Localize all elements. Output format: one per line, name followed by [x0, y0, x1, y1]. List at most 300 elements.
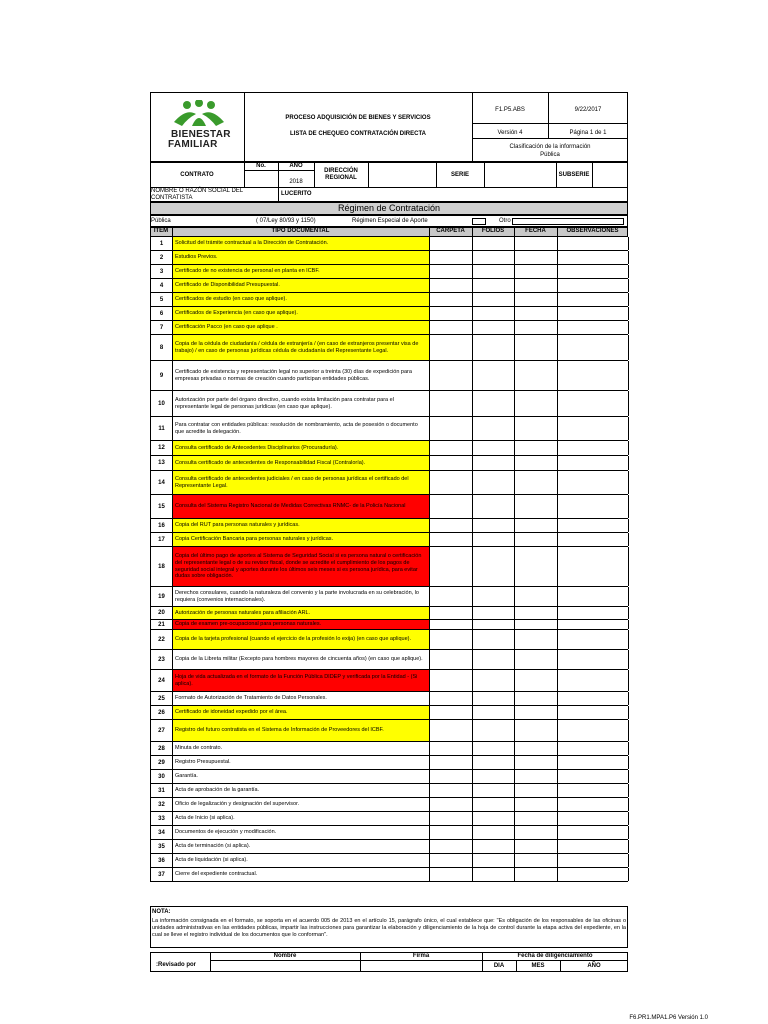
document-type: Garantía.: [173, 770, 430, 783]
carpeta-cell[interactable]: [430, 293, 473, 306]
fecha-cell[interactable]: [515, 650, 558, 669]
observaciones-cell[interactable]: [558, 547, 629, 586]
carpeta-cell[interactable]: [430, 417, 473, 440]
document-type: Certificados de estudio (en caso que aplique).: [173, 293, 430, 306]
observaciones-cell[interactable]: [558, 335, 629, 360]
fecha-cell[interactable]: [515, 620, 558, 629]
fecha-cell[interactable]: [515, 547, 558, 586]
checklist-row: [150, 630, 628, 650]
fecha-cell[interactable]: [515, 607, 558, 619]
fecha-cell[interactable]: [515, 533, 558, 546]
fecha-cell[interactable]: [515, 706, 558, 719]
fecha-cell[interactable]: [515, 471, 558, 494]
classification-value: Pública: [540, 152, 560, 158]
item-number: 3: [151, 265, 173, 278]
document-type: Certificado de no existencia de personal en planta en ICBF.: [173, 265, 430, 278]
review-anio: AÑO: [587, 963, 601, 969]
fecha-cell[interactable]: [515, 456, 558, 470]
checklist-row: [150, 237, 628, 251]
fecha-cell[interactable]: [515, 307, 558, 320]
folios-cell[interactable]: [473, 265, 515, 278]
item-number: 8: [151, 335, 173, 360]
form-code: F1.P5.ABS: [495, 107, 525, 113]
document-type: Para contratar con entidades públicas: resolución de nombramiento, acta de posesión o documento que acredite la delegación.: [173, 417, 430, 440]
item-number: 37: [151, 868, 173, 881]
carpeta-cell[interactable]: [430, 854, 473, 867]
form-date: 9/22/2017: [574, 107, 602, 113]
document-type: Consulta del Sistema Registro Nacional de Medidas Correctivas RNMC- de la Policía Nacional: [173, 495, 430, 518]
checklist-row: [150, 417, 628, 441]
carpeta-cell[interactable]: [430, 784, 473, 797]
document-type: Registro del futuro contratista en el Sistema de Información de Proveedores del ICBF.: [173, 720, 430, 741]
contractor-value: LUCERITO: [281, 191, 312, 197]
item-number: 23: [151, 650, 173, 669]
carpeta-cell[interactable]: [430, 456, 473, 470]
regime-title: Régimen de Contratación: [337, 203, 441, 213]
checklist-row: [150, 650, 628, 670]
folios-cell[interactable]: [473, 237, 515, 250]
folios-cell[interactable]: [473, 756, 515, 769]
observaciones-cell[interactable]: [558, 812, 629, 825]
checklist-row: [150, 770, 628, 784]
item-number: 13: [151, 456, 173, 470]
observaciones-cell[interactable]: [558, 251, 629, 264]
document-type: Estudios Previos.: [173, 251, 430, 264]
fecha-cell[interactable]: [515, 720, 558, 741]
item-number: 24: [151, 670, 173, 691]
item-number: 19: [151, 587, 173, 606]
folios-cell[interactable]: [473, 826, 515, 839]
checklist-row: [150, 854, 628, 868]
checklist-row: [150, 307, 628, 321]
item-number: 1: [151, 237, 173, 250]
item-number: 16: [151, 519, 173, 532]
contract-label: CONTRATO: [180, 172, 214, 178]
folios-cell[interactable]: [473, 620, 515, 629]
folios-cell[interactable]: [473, 706, 515, 719]
fecha-cell[interactable]: [515, 237, 558, 250]
checklist-row: [150, 471, 628, 495]
observaciones-cell[interactable]: [558, 840, 629, 853]
checklist-row: [150, 547, 628, 587]
item-number: 12: [151, 441, 173, 455]
review-nombre: Nombre: [273, 953, 297, 959]
folios-cell[interactable]: [473, 720, 515, 741]
folios-cell[interactable]: [473, 784, 515, 797]
folios-cell[interactable]: [473, 742, 515, 755]
checklist-row: [150, 265, 628, 279]
document-type: Copia de examen pre-ocupacional para personas naturales.: [173, 620, 430, 629]
fecha-cell[interactable]: [515, 519, 558, 532]
observaciones-cell[interactable]: [558, 630, 629, 649]
item-number: 20: [151, 607, 173, 619]
item-number: 22: [151, 630, 173, 649]
document-type: Certificados de Experiencia (en caso que aplique).: [173, 307, 430, 320]
carpeta-cell[interactable]: [430, 265, 473, 278]
item-number: 6: [151, 307, 173, 320]
folios-cell[interactable]: [473, 495, 515, 518]
carpeta-cell[interactable]: [430, 650, 473, 669]
review-label: :Revisado por: [156, 962, 197, 968]
folios-cell[interactable]: [473, 293, 515, 306]
observaciones-cell[interactable]: [558, 587, 629, 606]
fecha-cell[interactable]: [515, 391, 558, 416]
document-type: Consulta certificado de antecedentes de Responsabilidad Fiscal (Contraloría).: [173, 456, 430, 470]
observaciones-cell[interactable]: [558, 854, 629, 867]
checklist-row: [150, 812, 628, 826]
fecha-cell[interactable]: [515, 251, 558, 264]
folios-cell[interactable]: [473, 547, 515, 586]
review-mes: MES: [531, 963, 545, 969]
folios-cell[interactable]: [473, 607, 515, 619]
checklist-row: [150, 587, 628, 607]
carpeta-cell[interactable]: [430, 547, 473, 586]
checklist-row: [150, 620, 628, 630]
observaciones-cell[interactable]: [558, 495, 629, 518]
document-type: Autorización de personas naturales para afiliación ARL.: [173, 607, 430, 619]
checklist-row: [150, 720, 628, 742]
item-number: 15: [151, 495, 173, 518]
classification-label: Clasificación de la información: [509, 144, 591, 150]
contract-year-label: AÑO: [289, 163, 303, 169]
col-observaciones: OBSERVACIONES: [566, 228, 619, 234]
carpeta-cell[interactable]: [430, 706, 473, 719]
checklist-row: [150, 533, 628, 547]
fecha-cell[interactable]: [515, 854, 558, 867]
checklist-row: [150, 293, 628, 307]
observaciones-cell[interactable]: [558, 519, 629, 532]
carpeta-cell[interactable]: [430, 237, 473, 250]
carpeta-cell[interactable]: [430, 361, 473, 390]
folios-cell[interactable]: [473, 533, 515, 546]
form-page: Página 1 de 1: [569, 130, 607, 136]
document-type: Acta de terminación (si aplica).: [173, 840, 430, 853]
document-type: Copia de la cédula de ciudadanía / cédula de extranjería / (en caso de extranjeros presentar visa de trabajo) / en caso de personas jurídicas cédula de ciudadanía del Representante Legal.: [173, 335, 430, 360]
checklist-row: [150, 840, 628, 854]
fecha-cell[interactable]: [515, 335, 558, 360]
checklist-row: [150, 798, 628, 812]
fecha-cell[interactable]: [515, 293, 558, 306]
observaciones-cell[interactable]: [558, 742, 629, 755]
review-firma: Firma: [412, 953, 430, 959]
observaciones-cell[interactable]: [558, 293, 629, 306]
item-number: 32: [151, 798, 173, 811]
item-number: 28: [151, 742, 173, 755]
logo-line2: FAMILIAR: [168, 139, 218, 150]
regime-ley: ( 07/Ley 80/93 y 1150): [256, 218, 316, 224]
checklist-row: [150, 441, 628, 456]
process-title: PROCESO ADQUISICIÓN DE BIENES Y SERVICIOS: [285, 115, 431, 121]
folios-cell[interactable]: [473, 441, 515, 455]
fecha-cell[interactable]: [515, 630, 558, 649]
observaciones-cell[interactable]: [558, 650, 629, 669]
review-dia: DIA: [493, 963, 505, 969]
regime-otro-field[interactable]: [512, 218, 624, 225]
fecha-cell[interactable]: [515, 265, 558, 278]
carpeta-cell[interactable]: [430, 307, 473, 320]
document-type: Copia de la tarjeta profesional (cuando el ejercicio de la profesión lo exija) (en caso que aplique).: [173, 630, 430, 649]
item-number: 14: [151, 471, 173, 494]
fecha-cell[interactable]: [515, 868, 558, 881]
item-number: 4: [151, 279, 173, 292]
footer-code: F6.PR1.MPA1.P6 Versión 1.0: [629, 1015, 708, 1021]
fecha-cell[interactable]: [515, 587, 558, 606]
folios-cell[interactable]: [473, 630, 515, 649]
observaciones-cell[interactable]: [558, 265, 629, 278]
folios-cell[interactable]: [473, 471, 515, 494]
item-number: 27: [151, 720, 173, 741]
checklist-row: [150, 607, 628, 620]
fecha-cell[interactable]: [515, 840, 558, 853]
folios-cell[interactable]: [473, 321, 515, 334]
carpeta-cell[interactable]: [430, 812, 473, 825]
document-type: Formato de Autorización de Tratamiento de Datos Personales.: [173, 692, 430, 705]
carpeta-cell[interactable]: [430, 279, 473, 292]
checklist-row: [150, 670, 628, 692]
fecha-cell[interactable]: [515, 441, 558, 455]
document-type: Certificado de idoneidad expedido por el área.: [173, 706, 430, 719]
observaciones-cell[interactable]: [558, 868, 629, 881]
carpeta-cell[interactable]: [430, 742, 473, 755]
regime-especial-checkbox[interactable]: [472, 218, 486, 225]
observaciones-cell[interactable]: [558, 692, 629, 705]
fecha-cell[interactable]: [515, 784, 558, 797]
document-type: Acta de liquidación (si aplica).: [173, 854, 430, 867]
regime-especial: Régimen Especial de Aporte: [352, 218, 428, 224]
contractor-label: NOMBRE O RAZÓN SOCIAL DEL CONTRATISTA: [151, 188, 243, 202]
document-type: Consulta certificado de Antecedentes Disciplinarios (Procuraduría).: [173, 441, 430, 455]
regime-otro: Otro: [499, 218, 511, 224]
carpeta-cell[interactable]: [430, 607, 473, 619]
form-version: Versión 4: [497, 130, 523, 136]
document-type: Copia de la Libreta militar (Excepto para hombres mayores de cincuenta años) (en caso que aplique).: [173, 650, 430, 669]
observaciones-cell[interactable]: [558, 361, 629, 390]
note-text: La información consignada en el formato, se soporta en el acuerdo 005 de 2013 en el artículo 15, parágrafo único, el cual establece que: "Es obligación de los responsables de las oficinas o unidades administrativas en las entidades públicas, impartir las instrucciones para garantizar la elaboración y diligenciamiento de la hoja de control durante la etapa activa del expediente, en la cual se lleve el registro individual de los documentos que lo conforman".: [152, 918, 626, 938]
folios-cell[interactable]: [473, 456, 515, 470]
bienestar-logo: [168, 100, 230, 128]
folios-cell[interactable]: [473, 798, 515, 811]
carpeta-cell[interactable]: [430, 335, 473, 360]
contract-year-value: 2018: [289, 179, 303, 185]
document-type: Certificación Pacco (en caso que aplique .: [173, 321, 430, 334]
folios-cell[interactable]: [473, 251, 515, 264]
document-type: Registro Presupuestal.: [173, 756, 430, 769]
item-number: 9: [151, 361, 173, 390]
review-fecha-label: Fecha de diligenciamiento: [517, 953, 593, 959]
folios-cell[interactable]: [473, 692, 515, 705]
family-icon: [168, 100, 230, 128]
observaciones-cell[interactable]: [558, 321, 629, 334]
item-number: 7: [151, 321, 173, 334]
checklist-row: [150, 756, 628, 770]
checklist-row: [150, 279, 628, 293]
checklist-row: [150, 251, 628, 265]
document-type: Solicitud del trámite contractual a la Dirección de Contratación.: [173, 237, 430, 250]
folios-cell[interactable]: [473, 519, 515, 532]
observaciones-cell[interactable]: [558, 607, 629, 619]
fecha-cell[interactable]: [515, 756, 558, 769]
fecha-cell[interactable]: [515, 670, 558, 691]
fecha-cell[interactable]: [515, 321, 558, 334]
item-number: 17: [151, 533, 173, 546]
item-number: 5: [151, 293, 173, 306]
observaciones-cell[interactable]: [558, 620, 629, 629]
observaciones-cell[interactable]: [558, 279, 629, 292]
document-type: Oficio de legalización y designación del supervisor.: [173, 798, 430, 811]
carpeta-cell[interactable]: [430, 620, 473, 629]
carpeta-cell[interactable]: [430, 692, 473, 705]
folios-cell[interactable]: [473, 417, 515, 440]
note-label: NOTA:: [152, 909, 171, 915]
fecha-cell[interactable]: [515, 798, 558, 811]
checklist-row: [150, 519, 628, 533]
folios-cell[interactable]: [473, 361, 515, 390]
fecha-cell[interactable]: [515, 279, 558, 292]
carpeta-cell[interactable]: [430, 441, 473, 455]
folios-cell[interactable]: [473, 770, 515, 783]
observaciones-cell[interactable]: [558, 706, 629, 719]
document-type: Copia del RUT para personas naturales y jurídicas.: [173, 519, 430, 532]
observaciones-cell[interactable]: [558, 798, 629, 811]
item-number: 33: [151, 812, 173, 825]
col-item: ITEM: [153, 228, 169, 234]
direction-label: DIRECCIÓN REGIONAL: [324, 168, 358, 182]
item-number: 34: [151, 826, 173, 839]
folios-cell[interactable]: [473, 854, 515, 867]
document-type: Certificado de existencia y representación legal no superior a treinta (30) días de expedición para empresas privadas o normas de creación cuando participan entidades públicas.: [173, 361, 430, 390]
carpeta-cell[interactable]: [430, 519, 473, 532]
carpeta-cell[interactable]: [430, 720, 473, 741]
carpeta-cell[interactable]: [430, 756, 473, 769]
fecha-cell[interactable]: [515, 692, 558, 705]
document-type: Minuta de contrato.: [173, 742, 430, 755]
checklist-row: [150, 495, 628, 519]
folios-cell[interactable]: [473, 812, 515, 825]
item-number: 36: [151, 854, 173, 867]
item-number: 2: [151, 251, 173, 264]
carpeta-cell[interactable]: [430, 770, 473, 783]
folios-cell[interactable]: [473, 650, 515, 669]
checklist-row: [150, 335, 628, 361]
carpeta-cell[interactable]: [430, 840, 473, 853]
checklist-row: [150, 868, 628, 882]
folios-cell[interactable]: [473, 307, 515, 320]
item-number: 26: [151, 706, 173, 719]
item-number: 11: [151, 417, 173, 440]
carpeta-cell[interactable]: [430, 630, 473, 649]
fecha-cell[interactable]: [515, 417, 558, 440]
folios-cell[interactable]: [473, 391, 515, 416]
subserie-label: SUBSERIE: [558, 172, 590, 178]
observaciones-cell[interactable]: [558, 417, 629, 440]
observaciones-cell[interactable]: [558, 826, 629, 839]
checklist-row: [150, 742, 628, 756]
document-type: Copia del último pago de aportes al Sistema de Seguridad Social si es persona natural o certificación del representante legal o de su revisor fiscal, donde se acredite el cumplimiento de los pagos de seguridad social integral y aportes durante los últimos seis meses si es persona jurídica, para evitar dudas sobre obligación.: [173, 547, 430, 586]
carpeta-cell[interactable]: [430, 587, 473, 606]
carpeta-cell[interactable]: [430, 251, 473, 264]
observaciones-cell[interactable]: [558, 471, 629, 494]
serie-label: SERIE: [450, 172, 469, 178]
col-folios: FOLIOS: [481, 228, 505, 234]
fecha-cell[interactable]: [515, 826, 558, 839]
carpeta-cell[interactable]: [430, 495, 473, 518]
folios-cell[interactable]: [473, 587, 515, 606]
checklist-row: [150, 784, 628, 798]
fecha-cell[interactable]: [515, 770, 558, 783]
item-number: 31: [151, 784, 173, 797]
contract-no-label: No.: [256, 163, 266, 169]
col-carpeta: CARPETA: [436, 228, 465, 234]
item-number: 29: [151, 756, 173, 769]
regime-publica: Pública: [151, 218, 171, 224]
folios-cell[interactable]: [473, 279, 515, 292]
observaciones-cell[interactable]: [558, 533, 629, 546]
item-number: 35: [151, 840, 173, 853]
checklist-row: [150, 456, 628, 471]
observaciones-cell[interactable]: [558, 720, 629, 741]
fecha-cell[interactable]: [515, 742, 558, 755]
carpeta-cell[interactable]: [430, 533, 473, 546]
checklist-row: [150, 391, 628, 417]
carpeta-cell[interactable]: [430, 868, 473, 881]
item-number: 21: [151, 620, 173, 629]
document-type: Certificado de Disponibilidad Presupuestal.: [173, 279, 430, 292]
fecha-cell[interactable]: [515, 812, 558, 825]
checklist-row: [150, 361, 628, 391]
folios-cell[interactable]: [473, 840, 515, 853]
observaciones-cell[interactable]: [558, 456, 629, 470]
observaciones-cell[interactable]: [558, 770, 629, 783]
observaciones-cell[interactable]: [558, 784, 629, 797]
folios-cell[interactable]: [473, 335, 515, 360]
observaciones-cell[interactable]: [558, 391, 629, 416]
item-number: 18: [151, 547, 173, 586]
carpeta-cell[interactable]: [430, 391, 473, 416]
fecha-cell[interactable]: [515, 361, 558, 390]
observaciones-cell[interactable]: [558, 670, 629, 691]
carpeta-cell[interactable]: [430, 826, 473, 839]
folios-cell[interactable]: [473, 868, 515, 881]
observaciones-cell[interactable]: [558, 441, 629, 455]
checklist-row: [150, 706, 628, 720]
carpeta-cell[interactable]: [430, 798, 473, 811]
carpeta-cell[interactable]: [430, 471, 473, 494]
document-type: Copia Certificación Bancaria para personas naturales y jurídicas.: [173, 533, 430, 546]
observaciones-cell[interactable]: [558, 307, 629, 320]
item-number: 10: [151, 391, 173, 416]
document-type: Acta de aprobación de la garantía.: [173, 784, 430, 797]
document-type: Acta de Inicio (si aplica).: [173, 812, 430, 825]
checklist-row: [150, 692, 628, 706]
logo-line1: BIENESTAR: [171, 129, 231, 140]
document-type: Hoja de vida actualizada en el formato de la Función Pública DIDEP y verificada por la Entidad - (Si aplica).: [173, 670, 430, 691]
document-type: Consulta certificado de antecedentes judiciales / en caso de personas jurídicas el certificado del Representante Legal.: [173, 471, 430, 494]
folios-cell[interactable]: [473, 670, 515, 691]
observaciones-cell[interactable]: [558, 756, 629, 769]
carpeta-cell[interactable]: [430, 321, 473, 334]
checklist-row: [150, 826, 628, 840]
document-type: Cierre del expediente contractual.: [173, 868, 430, 881]
item-number: 30: [151, 770, 173, 783]
col-fecha: FECHA: [525, 228, 546, 234]
carpeta-cell[interactable]: [430, 670, 473, 691]
fecha-cell[interactable]: [515, 495, 558, 518]
checklist-row: [150, 321, 628, 335]
document-type: Autorización por parte del órgano directivo, cuando exista limitación para contratar para el representante legal de personas jurídicas (en caso que aplique).: [173, 391, 430, 416]
document-type: Derechos consulares, cuando la naturaleza del convenio y la parte involucrada en su celebración, lo requiera (convenios internacionales).: [173, 587, 430, 606]
observaciones-cell[interactable]: [558, 237, 629, 250]
list-title: LISTA DE CHEQUEO CONTRATACIÓN DIRECTA: [290, 131, 426, 137]
